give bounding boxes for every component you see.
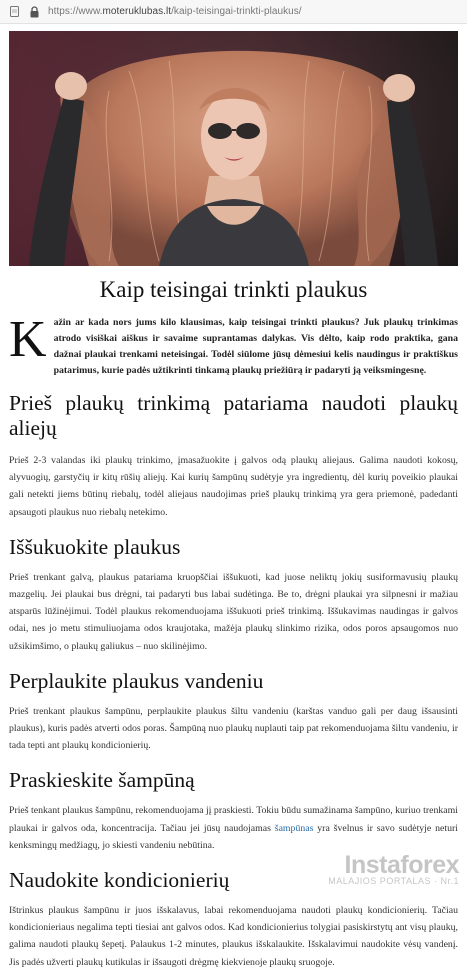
article-intro xyxy=(9,311,458,379)
intro-dropcap: K xyxy=(9,311,47,368)
watermark-line1: Instaforex xyxy=(344,851,459,879)
article xyxy=(9,266,458,971)
section-text: Prieš 2-3 valandas iki plaukų trinkimo, įmasažuokite į galvos odą plaukų aliejaus. Galima naudoti kokosų, alyvuogių, garstyčių ir kitų rūšių aliejų. Kai kurių šampūnų sudėtyje yra ingredientų, dėl kurių poveikio plaukai gali netekti jiems būtinų riebalų, todėl aliejaus naudojimas prieš plaukų trinkimą yra gera priemonė, padedanti apsaugoti plaukus nuo riebalų netekimo. xyxy=(9,455,458,518)
section-text: Prieš trenkant plaukus šampūnu, perplaukite plaukus šiltu vandeniu (karštas vanduo gali per daug išsausinti plaukus), kuris padės atverti odos poras. Šampūną nuo plaukų nuplauti taip pat rekomenduojama šiltu vandeniu, ir tada tepti ant plaukų kondicionierių. xyxy=(9,705,458,752)
watermark-line2: MALAJIOS PORTALAS · Nr.1 xyxy=(328,876,459,886)
section-text: Ištrinkus plaukus šampūnu ir juos išskalavus, labai rekomenduojama naudoti plaukų kondicionierių. Tačiau kondicionieriaus negalima tepti tiesiai ant galvos odos. Kad kondicionierius tolygiai pasiskirstytų ant visų plaukų, galima naudoti plaukų šepetį. Palaukus 1-2 minutes, plaukus išskalaukite. Išskalavimui naudokite vėsų vandenį. Jis padės užverti plaukų kutikulas ir išsaugoti drėgmę kiekvienoje plaukų sruogoje. xyxy=(9,905,458,968)
section-brush xyxy=(9,535,458,655)
section-text xyxy=(9,802,458,854)
section-text: Prieš trenkant galvą, plaukus patariama kruopščiai iššukuoti, kad juose neliktų jokių susiformavusių plaukų mazgelių. Jei plaukai bus drėgni, tai padaryti bus labai sudėtinga. Be to, drėgni plaukai yra silpnesni ir mažiau atsparūs lūžinėjimui. Todėl plaukus rekomenduojama iššukuoti prieš trinkimą. Iššukavimas naudingas ir galvos odai, nes jo metu stimuliuojama odos kraujotaka, mažėja plaukų slinkimo rizika, odos poros apsaugomos nuo užsikimšimo, o plaukų galiukus – nuo skilinėjimo. xyxy=(9,571,458,652)
url-text[interactable] xyxy=(48,6,302,17)
url-path: /kaip-teisingai-trinkti-plaukus/ xyxy=(171,6,302,17)
browser-address-bar[interactable] xyxy=(0,0,467,24)
text-before-link: Prieš tenkant plaukus šampūnu, rekomenduojama jį praskiesti. Tokiu būdu sumažinama šampūno, kuriuo trenkami plaukai ir galvos oda, koncentracija. Tačiau jei jūsų naudojamas xyxy=(9,805,458,834)
text-after-link: yra švelnus ir savo sudėtyje neturi kenksmingų medžiagų, jo skiesti vandeniu nebūtina. xyxy=(9,822,458,851)
section-heading: Naudokite kondicionierių xyxy=(9,868,230,893)
section-heading: Iššukuokite plaukus xyxy=(9,534,181,559)
hero-image xyxy=(9,31,458,266)
lock-icon[interactable] xyxy=(28,6,40,18)
section-heading: Praskieskite šampūną xyxy=(9,768,195,793)
intro-text: ažin ar kada nors jums kilo klausimas, kaip teisingai trinkti plaukus? Juk plaukų trinkimas atrodo visiškai aiškus ir savaime suprantamas dalykas. Vis dėlto, kaip rodo praktika, gana dažnai plaukai trenkami neteisingai. Todėl siūlome jūsų dėmesiui kelis naudingus ir praktiškus patarimus, kurie padės užtikrinti tinkamą plaukų priežiūrą ir padaryti ją veiksmingesnę. xyxy=(53,317,458,376)
section-rinse xyxy=(9,669,458,755)
article-title: Kaip teisingai trinkti plaukus xyxy=(99,277,368,302)
section-heading: Prieš plaukų trinkimą patariama naudoti plaukų aliejų xyxy=(9,391,458,440)
page-icon xyxy=(8,6,20,18)
section-conditioner xyxy=(9,868,458,971)
section-dilute xyxy=(9,768,458,854)
section-heading: Perplaukite plaukus vandeniu xyxy=(9,668,264,693)
section-oil xyxy=(9,391,458,521)
url-prefix: https://www. xyxy=(48,6,103,17)
shampoo-link[interactable]: šampūnas xyxy=(274,822,314,834)
url-domain: moteruklubas.lt xyxy=(102,6,172,17)
